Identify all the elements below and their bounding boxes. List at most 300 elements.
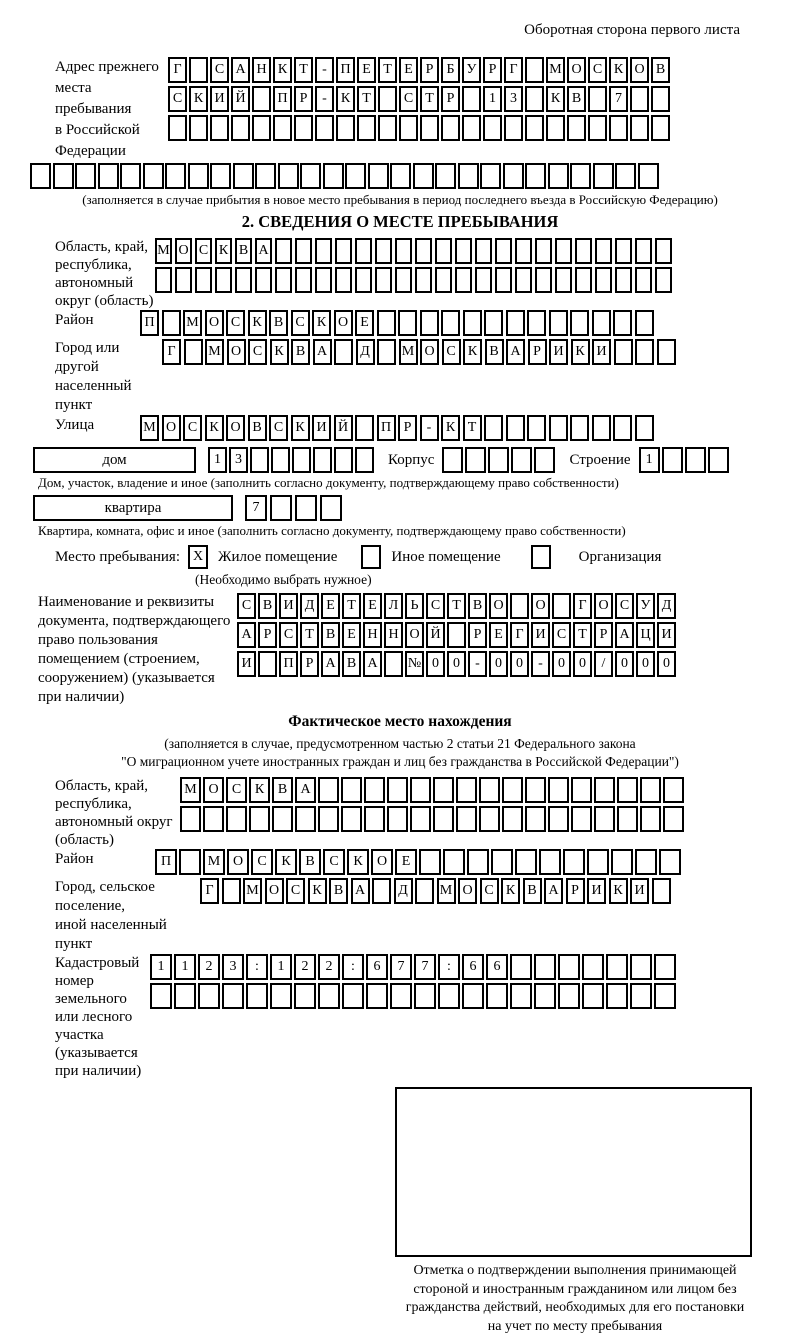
char-box[interactable]: Т <box>463 415 482 441</box>
char-box[interactable] <box>475 238 492 264</box>
char-box[interactable] <box>613 310 632 336</box>
char-box[interactable]: И <box>312 415 331 441</box>
char-box[interactable] <box>491 849 513 875</box>
char-box[interactable]: 6 <box>366 954 388 980</box>
char-box[interactable] <box>655 267 672 293</box>
char-box[interactable] <box>535 267 552 293</box>
char-box[interactable] <box>295 238 312 264</box>
char-box[interactable]: С <box>399 86 418 112</box>
char-box[interactable] <box>395 238 412 264</box>
char-box[interactable] <box>458 163 479 189</box>
char-box[interactable] <box>364 777 385 803</box>
char-box[interactable] <box>548 806 569 832</box>
char-box[interactable] <box>527 415 546 441</box>
char-box[interactable] <box>582 954 604 980</box>
char-box[interactable] <box>120 163 141 189</box>
char-box[interactable] <box>613 415 632 441</box>
char-box[interactable] <box>334 447 353 473</box>
char-box[interactable] <box>614 339 633 365</box>
char-box[interactable] <box>548 163 569 189</box>
char-box[interactable]: Р <box>468 622 487 648</box>
char-box[interactable]: Р <box>294 86 313 112</box>
char-box[interactable]: Т <box>378 57 397 83</box>
char-box[interactable] <box>483 115 502 141</box>
char-box[interactable]: В <box>342 651 361 677</box>
char-box[interactable] <box>635 415 654 441</box>
char-box[interactable]: 0 <box>489 651 508 677</box>
char-box[interactable] <box>484 415 503 441</box>
char-box[interactable] <box>510 954 532 980</box>
char-box[interactable]: Т <box>294 57 313 83</box>
char-box[interactable] <box>420 310 439 336</box>
char-box[interactable] <box>609 115 628 141</box>
char-box[interactable]: Н <box>363 622 382 648</box>
char-box[interactable] <box>345 163 366 189</box>
char-box[interactable] <box>433 806 454 832</box>
char-box[interactable] <box>506 310 525 336</box>
char-box[interactable]: О <box>458 878 477 904</box>
char-box[interactable]: О <box>489 593 508 619</box>
char-box[interactable] <box>548 777 569 803</box>
char-box[interactable]: 0 <box>426 651 445 677</box>
char-box[interactable] <box>588 86 607 112</box>
char-box[interactable]: 2 <box>198 954 220 980</box>
char-box[interactable] <box>378 115 397 141</box>
char-box[interactable] <box>593 163 614 189</box>
char-box[interactable] <box>179 849 201 875</box>
char-box[interactable]: С <box>426 593 445 619</box>
char-box[interactable]: Т <box>573 622 592 648</box>
char-box[interactable]: - <box>468 651 487 677</box>
char-box[interactable] <box>635 238 652 264</box>
char-box[interactable] <box>685 447 706 473</box>
char-box[interactable] <box>435 267 452 293</box>
char-box[interactable] <box>570 415 589 441</box>
char-box[interactable] <box>252 86 271 112</box>
char-box[interactable]: Е <box>399 57 418 83</box>
char-box[interactable]: 7 <box>390 954 412 980</box>
char-box[interactable] <box>595 267 612 293</box>
char-box[interactable] <box>462 115 481 141</box>
char-box[interactable]: В <box>321 622 340 648</box>
char-box[interactable] <box>515 267 532 293</box>
char-box[interactable]: 6 <box>462 954 484 980</box>
char-box[interactable] <box>539 849 561 875</box>
char-box[interactable] <box>318 777 339 803</box>
char-box[interactable]: Е <box>489 622 508 648</box>
char-box[interactable]: Й <box>426 622 445 648</box>
char-box[interactable]: К <box>609 878 628 904</box>
char-box[interactable] <box>180 806 201 832</box>
char-box[interactable] <box>662 447 683 473</box>
char-box[interactable] <box>486 983 508 1009</box>
char-box[interactable] <box>525 806 546 832</box>
char-box[interactable]: У <box>462 57 481 83</box>
char-box[interactable] <box>300 163 321 189</box>
char-box[interactable] <box>233 163 254 189</box>
char-box[interactable] <box>617 806 638 832</box>
char-box[interactable]: А <box>351 878 370 904</box>
char-box[interactable] <box>377 310 396 336</box>
char-box[interactable] <box>275 267 292 293</box>
char-box[interactable] <box>651 115 670 141</box>
char-box[interactable] <box>355 415 374 441</box>
char-box[interactable]: В <box>272 777 293 803</box>
char-box[interactable]: Р <box>441 86 460 112</box>
char-box[interactable] <box>53 163 74 189</box>
char-box[interactable]: Р <box>566 878 585 904</box>
char-box[interactable]: С <box>323 849 345 875</box>
char-box[interactable]: В <box>468 593 487 619</box>
char-box[interactable] <box>355 447 374 473</box>
char-box[interactable]: О <box>265 878 284 904</box>
char-box[interactable] <box>638 163 659 189</box>
char-box[interactable] <box>366 983 388 1009</box>
char-box[interactable]: И <box>587 878 606 904</box>
char-box[interactable]: К <box>270 339 289 365</box>
char-box[interactable]: О <box>405 622 424 648</box>
char-box[interactable] <box>271 447 290 473</box>
char-box[interactable] <box>162 310 181 336</box>
char-box[interactable]: 0 <box>573 651 592 677</box>
char-box[interactable] <box>588 115 607 141</box>
char-box[interactable] <box>534 447 555 473</box>
char-box[interactable] <box>189 57 208 83</box>
char-box[interactable] <box>635 267 652 293</box>
char-box[interactable]: С <box>269 415 288 441</box>
char-box[interactable] <box>475 267 492 293</box>
char-box[interactable]: М <box>243 878 262 904</box>
char-box[interactable] <box>184 339 203 365</box>
char-box[interactable] <box>480 163 501 189</box>
char-box[interactable] <box>195 267 212 293</box>
char-box[interactable]: Д <box>356 339 375 365</box>
char-box[interactable]: О <box>205 310 224 336</box>
char-box[interactable] <box>231 115 250 141</box>
char-box[interactable] <box>663 806 684 832</box>
char-box[interactable]: С <box>588 57 607 83</box>
char-box[interactable] <box>270 983 292 1009</box>
char-box[interactable] <box>368 163 389 189</box>
char-box[interactable] <box>462 983 484 1009</box>
char-box[interactable]: 1 <box>208 447 227 473</box>
char-box[interactable] <box>399 115 418 141</box>
char-box[interactable] <box>410 806 431 832</box>
char-box[interactable] <box>525 777 546 803</box>
char-box[interactable]: К <box>441 415 460 441</box>
char-box[interactable]: С <box>168 86 187 112</box>
char-box[interactable] <box>222 878 241 904</box>
char-box[interactable]: И <box>237 651 256 677</box>
char-box[interactable] <box>226 806 247 832</box>
char-box[interactable] <box>635 339 654 365</box>
char-box[interactable] <box>249 806 270 832</box>
char-box[interactable]: В <box>523 878 542 904</box>
char-box[interactable] <box>414 983 436 1009</box>
char-box[interactable] <box>341 777 362 803</box>
char-box[interactable]: 1 <box>483 86 502 112</box>
char-box[interactable]: В <box>299 849 321 875</box>
char-box[interactable]: 1 <box>174 954 196 980</box>
char-box[interactable]: С <box>183 415 202 441</box>
char-box[interactable] <box>364 806 385 832</box>
char-box[interactable]: С <box>237 593 256 619</box>
char-box[interactable] <box>419 849 441 875</box>
checkbox-residential[interactable]: X <box>188 545 208 569</box>
char-box[interactable] <box>175 267 192 293</box>
char-box[interactable] <box>558 954 580 980</box>
char-box[interactable] <box>30 163 51 189</box>
char-box[interactable]: 1 <box>150 954 172 980</box>
char-box[interactable]: Т <box>300 622 319 648</box>
char-box[interactable] <box>435 163 456 189</box>
char-box[interactable]: С <box>286 878 305 904</box>
checkbox-other-premises[interactable] <box>361 545 381 569</box>
char-box[interactable] <box>443 849 465 875</box>
char-box[interactable]: Ц <box>636 622 655 648</box>
char-box[interactable] <box>635 310 654 336</box>
char-box[interactable] <box>398 310 417 336</box>
char-box[interactable]: А <box>231 57 250 83</box>
char-box[interactable] <box>708 447 729 473</box>
char-box[interactable] <box>98 163 119 189</box>
char-box[interactable] <box>534 983 556 1009</box>
char-box[interactable] <box>198 983 220 1009</box>
char-box[interactable]: М <box>180 777 201 803</box>
char-box[interactable]: - <box>315 86 334 112</box>
char-box[interactable] <box>563 849 585 875</box>
char-box[interactable] <box>534 954 556 980</box>
char-box[interactable]: Г <box>573 593 592 619</box>
char-box[interactable] <box>387 806 408 832</box>
char-box[interactable] <box>651 86 670 112</box>
char-box[interactable] <box>555 238 572 264</box>
char-box[interactable]: В <box>567 86 586 112</box>
char-box[interactable] <box>463 310 482 336</box>
char-box[interactable] <box>278 163 299 189</box>
char-box[interactable]: Е <box>357 57 376 83</box>
char-box[interactable]: У <box>636 593 655 619</box>
char-box[interactable] <box>420 115 439 141</box>
char-box[interactable]: О <box>227 849 249 875</box>
char-box[interactable]: Д <box>300 593 319 619</box>
char-box[interactable] <box>375 267 392 293</box>
char-box[interactable] <box>315 267 332 293</box>
char-box[interactable]: П <box>273 86 292 112</box>
char-box[interactable] <box>336 115 355 141</box>
char-box[interactable]: А <box>506 339 525 365</box>
char-box[interactable] <box>174 983 196 1009</box>
char-box[interactable]: Л <box>384 593 403 619</box>
char-box[interactable]: 2 <box>318 954 340 980</box>
char-box[interactable] <box>510 593 529 619</box>
char-box[interactable]: О <box>162 415 181 441</box>
char-box[interactable] <box>143 163 164 189</box>
char-box[interactable]: А <box>544 878 563 904</box>
char-box[interactable]: С <box>210 57 229 83</box>
char-box[interactable] <box>575 238 592 264</box>
char-box[interactable] <box>313 447 332 473</box>
char-box[interactable]: 3 <box>229 447 248 473</box>
char-box[interactable]: К <box>336 86 355 112</box>
char-box[interactable] <box>273 115 292 141</box>
char-box[interactable]: О <box>227 339 246 365</box>
char-box[interactable]: Т <box>420 86 439 112</box>
char-box[interactable]: К <box>312 310 331 336</box>
char-box[interactable] <box>571 777 592 803</box>
char-box[interactable]: О <box>175 238 192 264</box>
char-box[interactable]: М <box>437 878 456 904</box>
char-box[interactable] <box>630 954 652 980</box>
char-box[interactable]: П <box>377 415 396 441</box>
char-box[interactable] <box>252 115 271 141</box>
char-box[interactable] <box>372 878 391 904</box>
char-box[interactable]: Т <box>342 593 361 619</box>
char-box[interactable]: С <box>615 593 634 619</box>
char-box[interactable] <box>484 310 503 336</box>
char-box[interactable]: Е <box>321 593 340 619</box>
char-box[interactable] <box>334 339 353 365</box>
char-box[interactable] <box>210 115 229 141</box>
char-box[interactable]: С <box>226 310 245 336</box>
char-box[interactable] <box>150 983 172 1009</box>
char-box[interactable]: Г <box>162 339 181 365</box>
char-box[interactable]: 0 <box>636 651 655 677</box>
char-box[interactable] <box>246 983 268 1009</box>
char-box[interactable]: И <box>657 622 676 648</box>
char-box[interactable] <box>295 495 317 521</box>
char-box[interactable]: В <box>329 878 348 904</box>
char-box[interactable] <box>342 983 364 1009</box>
char-box[interactable] <box>341 806 362 832</box>
char-box[interactable] <box>295 267 312 293</box>
char-box[interactable]: 2 <box>294 954 316 980</box>
char-box[interactable]: Р <box>398 415 417 441</box>
char-box[interactable] <box>479 777 500 803</box>
char-box[interactable]: Г <box>510 622 529 648</box>
char-box[interactable]: 7 <box>245 495 267 521</box>
char-box[interactable]: И <box>630 878 649 904</box>
char-box[interactable]: Й <box>231 86 250 112</box>
char-box[interactable] <box>155 267 172 293</box>
char-box[interactable] <box>525 163 546 189</box>
char-box[interactable] <box>447 622 466 648</box>
char-box[interactable] <box>413 163 434 189</box>
char-box[interactable] <box>272 806 293 832</box>
char-box[interactable] <box>502 806 523 832</box>
char-box[interactable] <box>640 806 661 832</box>
char-box[interactable] <box>294 983 316 1009</box>
char-box[interactable]: О <box>531 593 550 619</box>
char-box[interactable]: - <box>315 57 334 83</box>
char-box[interactable] <box>592 415 611 441</box>
char-box[interactable]: К <box>275 849 297 875</box>
char-box[interactable] <box>504 115 523 141</box>
char-box[interactable] <box>320 495 342 521</box>
char-box[interactable] <box>415 267 432 293</box>
char-box[interactable]: К <box>308 878 327 904</box>
char-box[interactable]: И <box>531 622 550 648</box>
char-box[interactable]: Р <box>420 57 439 83</box>
char-box[interactable]: С <box>251 849 273 875</box>
char-box[interactable] <box>592 310 611 336</box>
char-box[interactable]: 7 <box>609 86 628 112</box>
char-box[interactable] <box>441 115 460 141</box>
char-box[interactable] <box>549 415 568 441</box>
char-box[interactable] <box>294 115 313 141</box>
char-box[interactable] <box>318 806 339 832</box>
char-box[interactable] <box>615 163 636 189</box>
char-box[interactable]: 1 <box>639 447 660 473</box>
char-box[interactable]: - <box>420 415 439 441</box>
char-box[interactable]: С <box>248 339 267 365</box>
char-box[interactable]: О <box>594 593 613 619</box>
char-box[interactable] <box>615 238 632 264</box>
char-box[interactable]: И <box>592 339 611 365</box>
char-box[interactable] <box>355 267 372 293</box>
char-box[interactable] <box>462 86 481 112</box>
char-box[interactable]: В <box>485 339 504 365</box>
char-box[interactable]: С <box>291 310 310 336</box>
char-box[interactable] <box>582 983 604 1009</box>
char-box[interactable]: - <box>531 651 550 677</box>
char-box[interactable]: Р <box>483 57 502 83</box>
char-box[interactable] <box>384 651 403 677</box>
char-box[interactable] <box>617 777 638 803</box>
char-box[interactable] <box>323 163 344 189</box>
char-box[interactable] <box>506 415 525 441</box>
char-box[interactable] <box>567 115 586 141</box>
char-box[interactable] <box>511 447 532 473</box>
char-box[interactable]: М <box>183 310 202 336</box>
char-box[interactable] <box>558 983 580 1009</box>
char-box[interactable]: Р <box>528 339 547 365</box>
char-box[interactable]: К <box>249 777 270 803</box>
char-box[interactable] <box>270 495 292 521</box>
char-box[interactable] <box>378 86 397 112</box>
char-box[interactable] <box>235 267 252 293</box>
char-box[interactable]: О <box>203 777 224 803</box>
char-box[interactable]: С <box>552 622 571 648</box>
char-box[interactable] <box>595 238 612 264</box>
char-box[interactable]: К <box>571 339 590 365</box>
char-box[interactable] <box>555 267 572 293</box>
char-box[interactable] <box>652 878 671 904</box>
char-box[interactable] <box>515 849 537 875</box>
char-box[interactable]: О <box>371 849 393 875</box>
char-box[interactable] <box>570 163 591 189</box>
char-box[interactable] <box>222 983 244 1009</box>
char-box[interactable]: 0 <box>447 651 466 677</box>
char-box[interactable] <box>515 238 532 264</box>
char-box[interactable] <box>606 954 628 980</box>
char-box[interactable] <box>503 163 524 189</box>
char-box[interactable]: Е <box>342 622 361 648</box>
char-box[interactable]: 0 <box>615 651 634 677</box>
char-box[interactable]: / <box>594 651 613 677</box>
char-box[interactable]: М <box>155 238 172 264</box>
char-box[interactable]: А <box>363 651 382 677</box>
char-box[interactable] <box>318 983 340 1009</box>
char-box[interactable] <box>315 238 332 264</box>
char-box[interactable] <box>594 806 615 832</box>
char-box[interactable]: И <box>279 593 298 619</box>
char-box[interactable] <box>606 983 628 1009</box>
char-box[interactable]: И <box>210 86 229 112</box>
char-box[interactable] <box>630 115 649 141</box>
char-box[interactable] <box>415 878 434 904</box>
char-box[interactable]: И <box>549 339 568 365</box>
